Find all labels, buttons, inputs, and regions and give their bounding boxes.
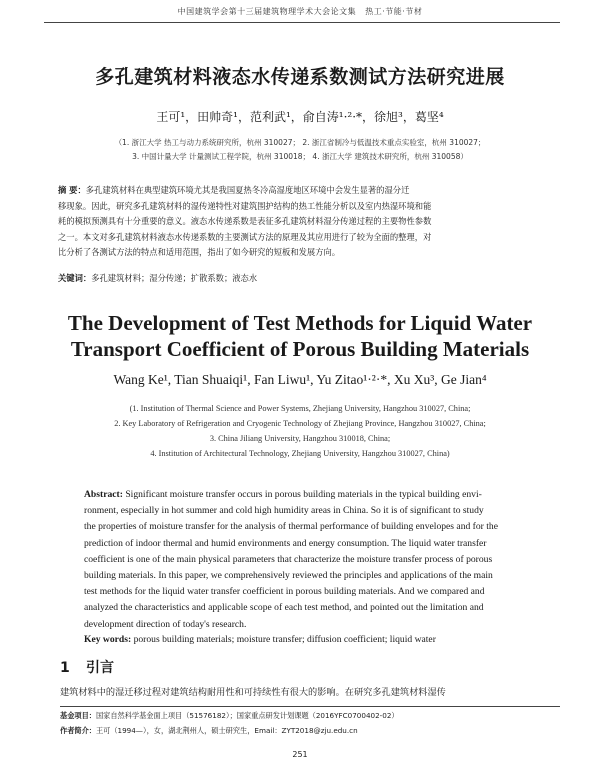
chinese-abstract [58,183,545,261]
chinese-abstract-line: 比分析了各测试方法的特点和适用范围，指出了如今研究的短板和发展方向。 [58,247,341,257]
english-abstract-label: Abstract: [84,489,123,500]
header-section: 热工·节能·节材 [365,7,423,16]
english-abstract-line: Significant moisture transfer occurs in porous building materials in the typical building envi- [125,489,482,500]
header-divider [44,22,560,23]
english-abstract-line: test methods for the liquid water transfer coefficient in porous building materials. And we compared and [84,586,485,598]
section-heading-introduction [60,657,114,677]
chinese-abstract-line: 多孔建筑材料在典型建筑环境尤其是我国夏热冬冷高湿度地区环境中会发生显著的湿分迁 [85,185,410,195]
english-abstract-line: prediction of indoor thermal and humid environments and energy consumption. The liquid water transfer [84,537,487,549]
english-keywords-text: porous building materials; moisture transfer; diffusion coefficient; liquid water [133,634,436,645]
chinese-keywords-text: 多孔建筑材料；湿分传递；扩散系数；液态水 [91,273,258,283]
footnote-funding-text: 国家自然科学基金面上项目（51576182）；国家重点研发计划课题（2016YFC0700402-02） [95,711,399,720]
chinese-abstract-line: 耗的模拟预测具有十分重要的意义。液态水传递系数是表征多孔建筑材料湿分传递过程的主要物性参数 [58,216,432,226]
english-abstract-line: building materials. In this paper, we comprehensively reviewed the principles and applications of the main [84,570,493,582]
intro-paragraph: 建筑材料中的湿迁移过程对建筑结构耐用性和可持续性有很大的影响。在研究多孔建筑材料湿传 [60,687,446,698]
english-affiliation-line-2: 2. Key Laboratory of Refrigeration and Cryogenic Technology of Zhejiang Province, Hangzhou 310027, China; [114,419,486,428]
footnote-divider [60,706,560,707]
english-authors: Wang Ke¹, Tian Shuaiqi¹, Fan Liwu¹, Yu Zitao¹·²·*, Xu Xu³, Ge Jian⁴ [113,372,487,387]
chinese-title: 多孔建筑材料液态水传递系数测试方法研究进展 [95,66,505,88]
footnote-author [60,726,560,736]
footnote-funding [60,711,560,721]
english-keywords [84,632,544,648]
chinese-authors: 王可¹，田帅奇¹，范利武¹，俞自涛¹·²·*，徐旭³，葛坚⁴ [156,110,444,124]
english-abstract-line: analyzed the characteristics and applicable scope of each test method, and pointed out the limitation and [84,602,484,614]
english-title-line-1: The Development of Test Methods for Liquid Water [67,311,533,335]
english-affiliation-line-1: (1. Institution of Thermal Science and Power Systems, Zhejiang University, Hangzhou 310027, China; [129,404,471,413]
chinese-keywords-label: 关键词： [58,273,92,283]
footnote-funding-label: 基金项目： [60,711,96,720]
english-keywords-label: Key words: [84,634,132,645]
footnote-author-label: 作者简介： [60,726,96,735]
header-conference: 中国建筑学会第十三届建筑物理学术大会论文集 [177,7,357,16]
english-abstract-line: coefficient is one of the main physical parameters that characterize the moisture transfer process of porous [84,553,493,565]
running-header [0,6,600,17]
chinese-abstract-label: 摘 要： [58,185,86,195]
footnote-author-text: 王可（1994—），女，湖北荆州人，硕士研究生，Email：ZYT2018@zju.edu.cn [95,726,358,735]
chinese-affiliation-line-1: （1. 浙江大学 热工与动力系统研究所，杭州 310027； 2. 浙江省制冷与低温技术重点实验室，杭州 310027； [114,138,486,147]
english-title [0,310,600,362]
page-number: 251 [292,750,308,759]
chinese-affiliation-line-2: 3. 中国计量大学 计量测试工程学院，杭州 310018； 4. 浙江大学 建筑技术研究所，杭州 310058） [132,152,468,161]
english-abstract [84,487,544,633]
english-title-line-2: Transport Coefficient of Porous Building Materials [70,337,530,361]
english-abstract-line: ronment, especially in hot summer and cold high humidity areas in China. So it is of significant to study [84,505,484,517]
english-affiliation-line-4: 4. Institution of Architectural Technology, Zhejiang University, Hangzhou 310027, China) [150,449,450,458]
english-abstract-line: development direction of today's research. [84,618,247,630]
section-title: 引言 [86,660,114,676]
section-number: 1 [60,660,70,676]
chinese-keywords [58,271,545,287]
english-abstract-line: the properties of moisture transfer for the analysis of thermal performance of building envelopes and for the [84,521,498,533]
chinese-abstract-line: 之一。本文对多孔建筑材料液态水传递系数的主要测试方法的原理及其应用进行了较为全面的整理，对 [58,231,432,242]
chinese-abstract-line: 移现象。因此，研究多孔建筑材料的湿传递特性对建筑围护结构的热工性能分析以及室内热湿环境和能 [58,200,432,211]
english-affiliation-line-3: 3. China Jiliang University, Hangzhou 310018, China; [209,434,391,443]
